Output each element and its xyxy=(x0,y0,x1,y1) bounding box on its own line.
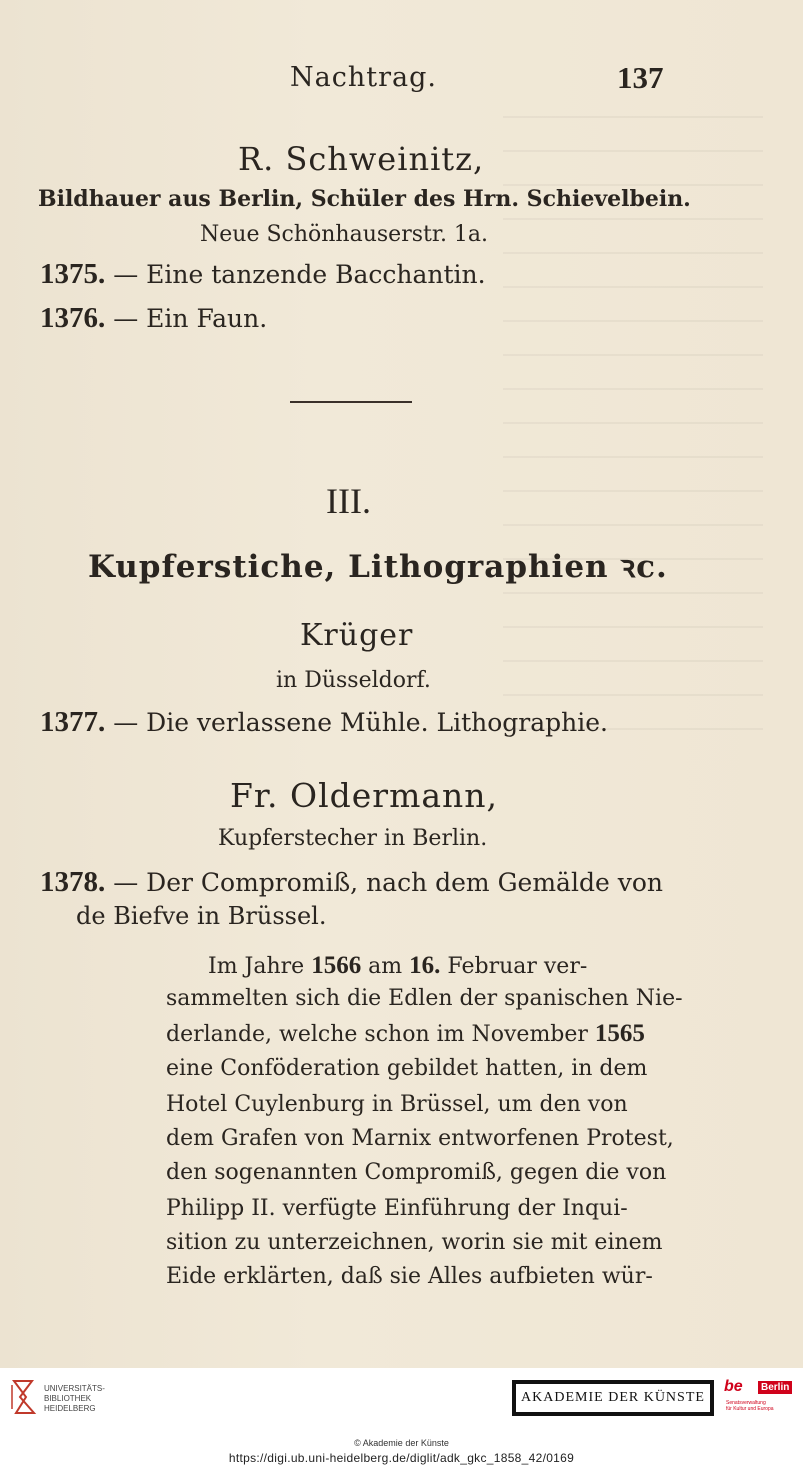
section-divider xyxy=(290,401,412,403)
paragraph-line: eine Conföderation gebildet hatten, in dem xyxy=(166,1056,648,1081)
university-library-logo-icon[interactable] xyxy=(10,1377,38,1417)
paragraph-line: Hotel Cuylenburg in Brüssel, um den von xyxy=(166,1092,628,1117)
logo-text-line: HEIDELBERG xyxy=(44,1404,96,1413)
paragraph-line: sammelten sich die Edlen der spanischen Nie- xyxy=(166,986,683,1011)
section-number: III. xyxy=(326,481,371,521)
section-title: Kupferstiche, Lithographien ꝛc. xyxy=(88,549,668,585)
catalog-entry xyxy=(40,866,663,899)
day: 16. xyxy=(409,952,441,979)
catalog-entry xyxy=(40,258,486,291)
entry-number: 1377. xyxy=(40,706,106,738)
running-header: Nachtrag. xyxy=(290,62,437,93)
akademie-der-kuenste-logo[interactable] xyxy=(512,1380,714,1416)
paragraph-line: sition zu unterzeichnen, worin sie mit einem xyxy=(166,1230,663,1255)
paragraph-line: Eide erklärten, daß sie Alles aufbieten wür- xyxy=(166,1264,653,1289)
logo-text-line: BIBLIOTHEK xyxy=(44,1394,92,1403)
berlin-senate-logo[interactable] xyxy=(724,1378,792,1418)
artist-place: in Düsseldorf. xyxy=(276,668,431,693)
page-number: 137 xyxy=(617,60,664,95)
logo-text-line: Senatsverwaltung xyxy=(726,1400,766,1406)
artist-name-oldermann: Fr. Oldermann, xyxy=(230,776,499,815)
paragraph-line: den sogenannten Compromiß, gegen die von xyxy=(166,1160,667,1185)
entry-title: — Ein Faun. xyxy=(113,304,268,333)
be-berlin-text: be xyxy=(724,1378,743,1395)
catalog-entry xyxy=(40,302,267,335)
artist-address: Neue Schönhauserstr. 1a. xyxy=(200,222,489,247)
university-library-name[interactable] xyxy=(44,1384,105,1414)
paragraph-line: dem Grafen von Marnix entworfenen Protest, xyxy=(166,1126,674,1151)
paragraph-line xyxy=(166,1020,645,1048)
senate-department-text xyxy=(726,1400,774,1412)
logo-text-line: UNIVERSITÄTS- xyxy=(44,1384,105,1393)
entry-title-continued: de Biefve in Brüssel. xyxy=(76,902,327,930)
logo-text-line: für Kultur und Europa xyxy=(726,1406,774,1412)
text-run: am xyxy=(361,954,410,979)
entry-number: 1375. xyxy=(40,258,106,290)
entry-number: 1378. xyxy=(40,866,106,898)
year: 1566 xyxy=(311,952,362,979)
paragraph-line: Philipp II. verfügte Einführung der Inqui- xyxy=(166,1196,628,1221)
artist-name-schweinitz: R. Schweinitz, xyxy=(238,140,485,178)
copyright-notice: © Akademie der Künste xyxy=(354,1438,449,1448)
berlin-badge: Berlin xyxy=(758,1381,792,1394)
catalog-entry xyxy=(40,706,608,739)
permalink-url[interactable]: https://digi.ub.uni-heidelberg.de/diglit/adk_gkc_1858_42/0169 xyxy=(228,1451,575,1465)
entry-title: — Der Compromiß, nach dem Gemälde von xyxy=(113,868,663,897)
adk-label: AKADEMIE DER KÜNSTE xyxy=(516,1384,710,1412)
entry-title: — Die verlassene Mühle. Lithographie. xyxy=(113,708,608,737)
artist-description: Bildhauer aus Berlin, Schüler des Hrn. Schievelbein. xyxy=(38,186,691,212)
text-run: Februar ver- xyxy=(440,954,588,979)
text-run: derlande, welche schon im November xyxy=(166,1022,595,1047)
entry-number: 1376. xyxy=(40,302,106,334)
artist-description: Kupferstecher in Berlin. xyxy=(218,826,488,851)
entry-title: — Eine tanzende Bacchantin. xyxy=(113,260,486,289)
artist-name-krueger: Krüger xyxy=(300,618,414,653)
paragraph-line xyxy=(208,952,587,980)
text-run: Im Jahre xyxy=(208,954,312,979)
year: 1565 xyxy=(594,1020,645,1047)
